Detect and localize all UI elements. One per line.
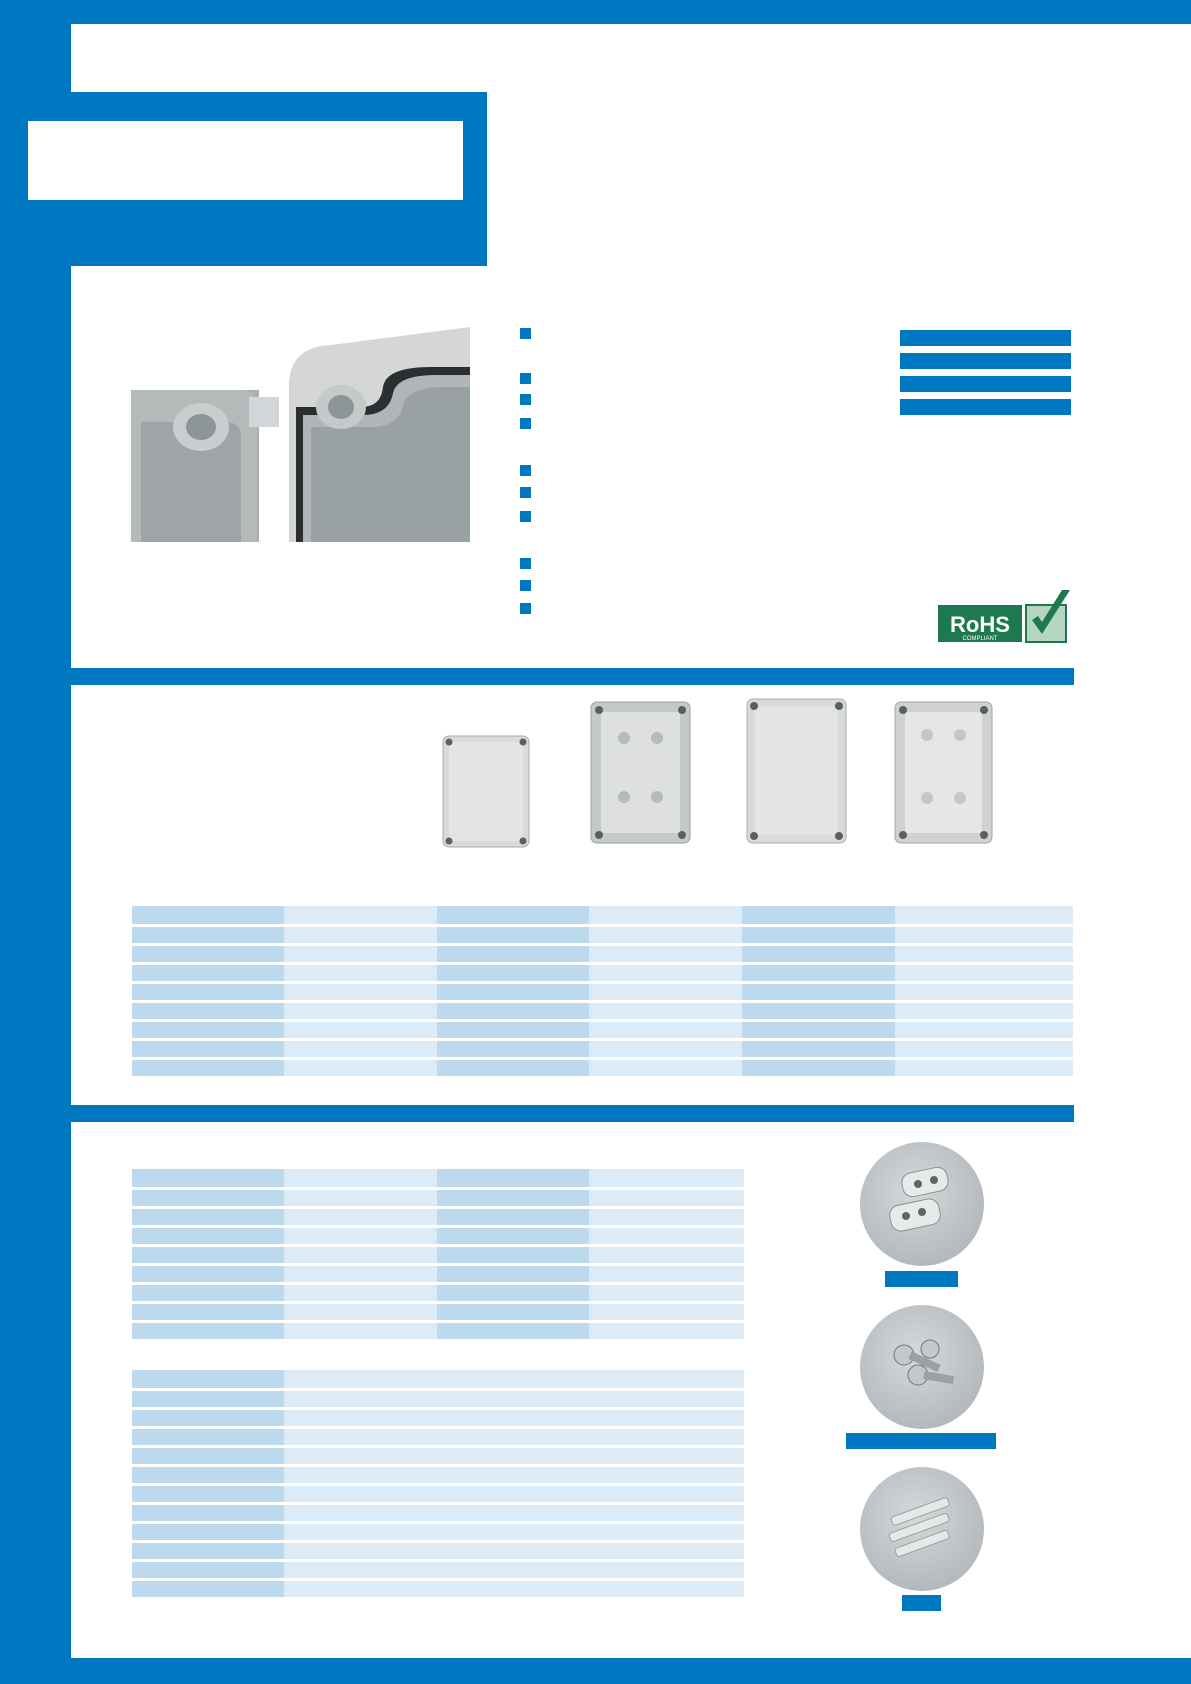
bullet	[520, 394, 531, 405]
section-divider	[71, 668, 1074, 685]
rohs-check-icon	[938, 588, 1072, 643]
screws-icon	[860, 1305, 984, 1429]
title-box	[28, 121, 463, 200]
accessory-label	[902, 1595, 941, 1611]
bottom-bar	[0, 1658, 1191, 1684]
accessory-label	[885, 1271, 958, 1287]
material-table	[132, 1169, 744, 1342]
bullet	[520, 603, 531, 614]
detail-photo	[131, 327, 470, 542]
wall-mount-bracket-icon	[860, 1142, 984, 1266]
hinges-icon	[860, 1467, 984, 1591]
bullet	[520, 487, 531, 498]
bullet	[520, 580, 531, 591]
spec-bar	[900, 353, 1071, 369]
spec-bar	[900, 399, 1071, 415]
bullet	[520, 418, 531, 429]
bullet	[520, 328, 531, 339]
bullet	[520, 465, 531, 476]
properties-table	[132, 1370, 744, 1600]
enclosure-closed-small	[441, 734, 531, 849]
spec-bar	[900, 376, 1071, 392]
bullet	[520, 558, 531, 569]
spec-bar	[900, 330, 1071, 346]
rohs-subtext: COMPLIANT	[962, 636, 998, 642]
top-bar	[0, 0, 1191, 24]
enclosure-closed-large	[745, 697, 848, 845]
enclosure-open-medium	[589, 700, 692, 845]
enclosure-open-large	[893, 700, 994, 845]
bullet	[520, 511, 531, 522]
accessory-label	[846, 1433, 996, 1449]
section-divider	[71, 1105, 1074, 1122]
sizes-table	[132, 906, 1073, 1079]
rohs-text: RoHS	[950, 612, 1010, 637]
bullet	[520, 373, 531, 384]
